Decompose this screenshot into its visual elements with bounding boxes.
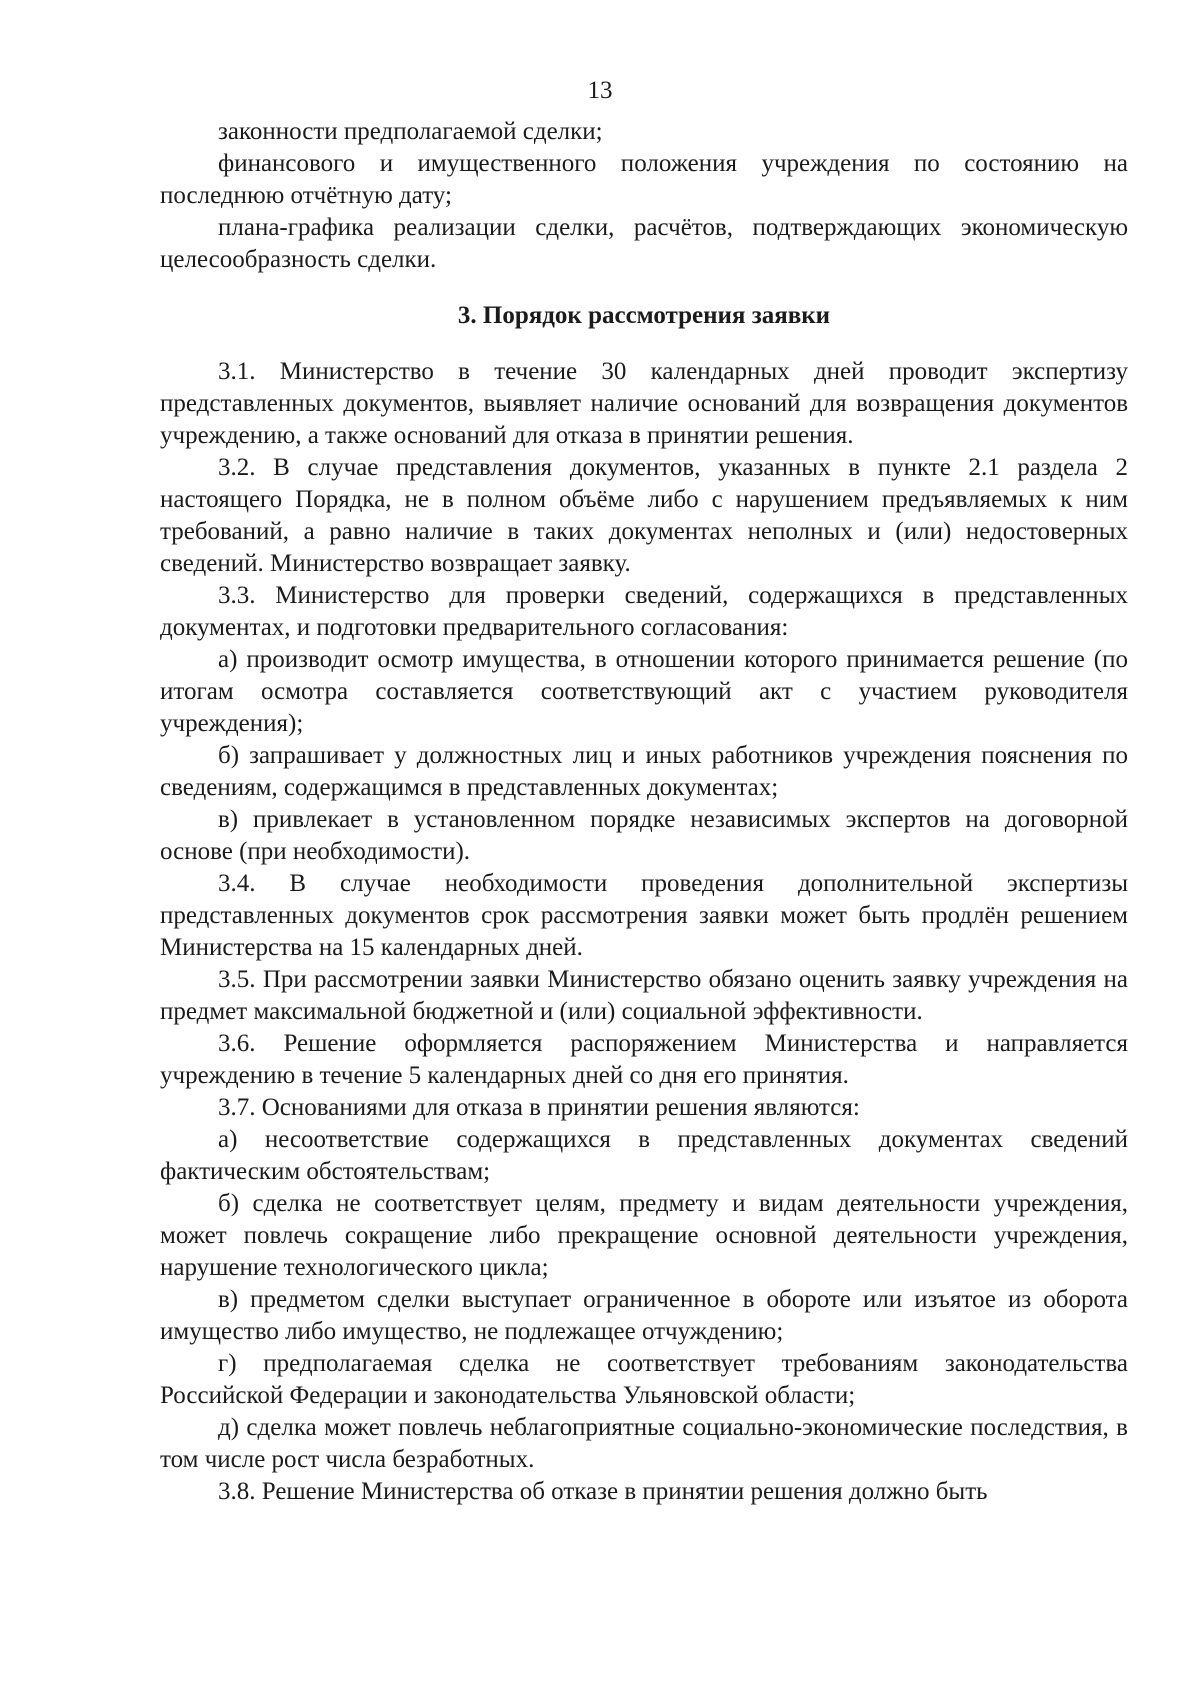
section-heading: 3. Порядок рассмотрения заявки xyxy=(457,302,831,329)
paragraph-financial-position: финансового и имущественного положения учреждения по состоянию на последнюю отчётную дату; xyxy=(160,150,1128,209)
paragraph-3-7-v: в) предметом сделки выступает ограниченное в обороте или изъятое из оборота имущество либо имущество, не подлежащее отчуждению; xyxy=(160,1286,1128,1345)
page-number: 13 xyxy=(587,77,613,104)
paragraph-3-8: 3.8. Решение Министерства об отказе в принятии решения должно быть xyxy=(218,1478,988,1505)
paragraph-legality: законности предполагаемой сделки; xyxy=(218,118,603,145)
document-body xyxy=(160,116,1128,1508)
paragraph-3-7-b: б) сделка не соответствует целям, предмету и видам деятельности учреждения, может повлечь сокращение либо прекращение основной деятельности учреждения, нарушение технологического цикла; xyxy=(160,1190,1128,1281)
paragraph-3-7-d: д) сделка может повлечь неблагоприятные социально-экономические последствия, в том числе рост числа безработных. xyxy=(160,1414,1128,1473)
paragraph-3-3-v: в) привлекает в установленном порядке независимых экспертов на договорной основе (при необходимости). xyxy=(160,806,1128,865)
paragraph-3-3-b: б) запрашивает у должностных лиц и иных работников учреждения пояснения по сведениям, содержащимся в представленных документах; xyxy=(160,742,1128,801)
paragraph-3-5: 3.5. При рассмотрении заявки Министерство обязано оценить заявку учреждения на предмет максимальной бюджетной и (или) социальной эффективности. xyxy=(160,966,1128,1025)
paragraph-schedule-plan: плана-графика реализации сделки, расчётов, подтверждающих экономическую целесообразность сделки. xyxy=(160,214,1128,273)
paragraph-3-3: 3.3. Министерство для проверки сведений, содержащихся в представленных документах, и подготовки предварительного согласования: xyxy=(160,582,1128,641)
paragraph-3-3-a: а) производит осмотр имущества, в отношении которого принимается решение (по итогам осмотра составляется соответствующий акт с участием руководителя учреждения); xyxy=(160,646,1128,737)
paragraph-3-2: 3.2. В случае представления документов, указанных в пункте 2.1 раздела 2 настоящего Порядка, не в полном объёме либо с нарушением предъявляемых к ним требований, а равно наличие в таких документах неполных и (или) недостоверных сведений. Министерство возвращает заявку. xyxy=(160,454,1128,577)
paragraph-3-1: 3.1. Министерство в течение 30 календарных дней проводит экспертизу представленных документов, выявляет наличие оснований для возвращения документов учреждению, а также оснований для отказа в принятии решения. xyxy=(160,358,1128,449)
paragraph-3-6: 3.6. Решение оформляется распоряжением Министерства и направляется учреждению в течение 5 календарных дней со дня его принятия. xyxy=(160,1030,1128,1089)
paragraph-3-7-a: а) несоответствие содержащихся в представленных документах сведений фактическим обстоятельствам; xyxy=(160,1126,1128,1185)
paragraph-3-7: 3.7. Основаниями для отказа в принятии решения являются: xyxy=(218,1094,860,1121)
paragraph-3-4: 3.4. В случае необходимости проведения дополнительной экспертизы представленных документов срок рассмотрения заявки может быть продлён решением Министерства на 15 календарных дней. xyxy=(160,870,1128,961)
paragraph-3-7-g: г) предполагаемая сделка не соответствует требованиям законодательства Российской Федерации и законодательства Ульяновской области; xyxy=(160,1350,1128,1409)
